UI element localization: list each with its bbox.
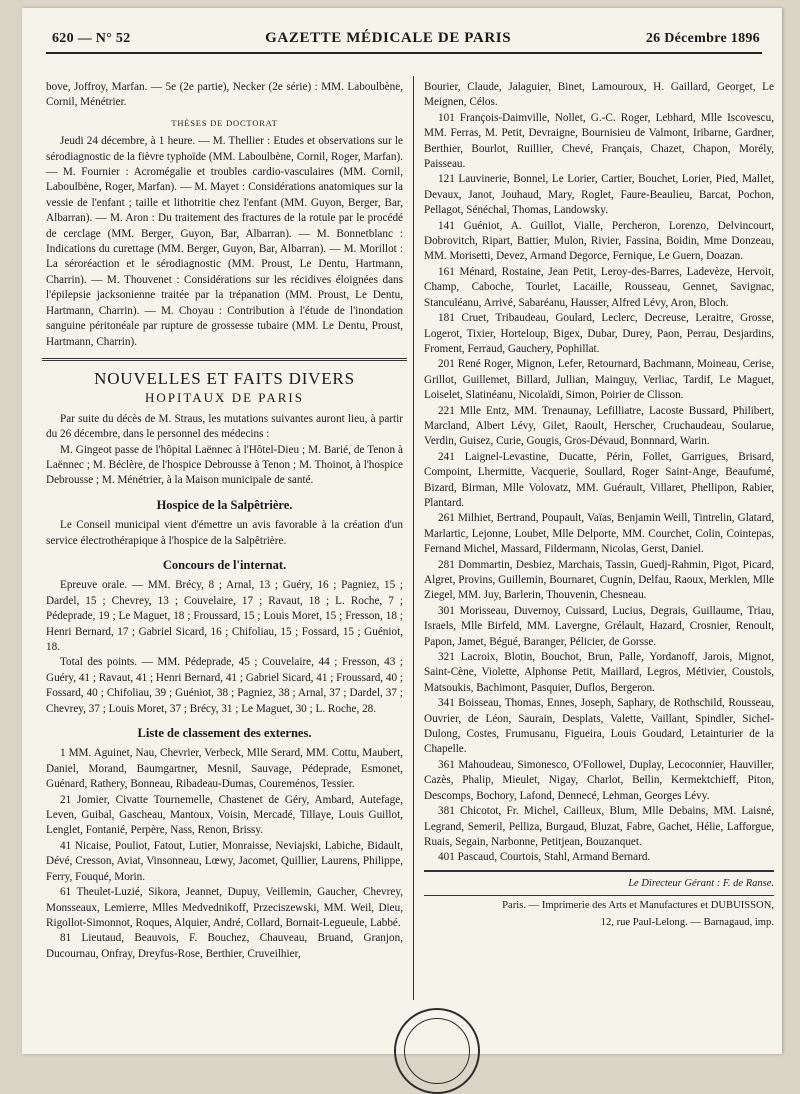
list-item: 81 Lieutaud, Beauvois, F. Bouchez, Chauveau, Bruand, Granjon, Ducournau, Onfray, Dreyfus-Rose, Berthier, Cruveilhier, bbox=[46, 932, 403, 960]
salpetriere-heading: Hospice de la Salpêtrière. bbox=[156, 497, 293, 512]
list-item: 341 Boisseau, Thomas, Ennes, Joseph, Saphary, de Rothschild, Rousseau, Ouvrier, de Léon, Saurain, Desplats, Valette, Vaillant, Spindler, Sichel-Dulong, Costes, Frumusanu, Figueira, Louis Goudard, Letainturier de la Chapelle. bbox=[424, 697, 774, 756]
list-item: 41 Nicaise, Pouliot, Fatout, Lutier, Monraisse, Neviajski, Labiche, Bidault, Dévé, Cresson, Aviat, Vinsonneau, Lœwy, Jacomet, Quillier, Laurens, Philippe, Ferry, Fouqué, Morin. bbox=[46, 839, 403, 883]
intro-text: bove, Joffroy, Marfan. — 5e (2e partie), Necker (2e série) : MM. Laboulbène, Cornil, Ménétrier. bbox=[46, 81, 403, 109]
nouvelles-heading: NOUVELLES ET FAITS DIVERS bbox=[94, 368, 355, 388]
list-item: 381 Chicotot, Fr. Michel, Cailleux, Blum, Mlle Debains, MM. Laisné, Legrand, Semeril, Pelliza, Burgaud, Bluzat, Fabre, Gachet, Hélie, Lafforgue, Ruais, Segain, Narbonne, Petitjean, Bouzanquet. bbox=[424, 805, 774, 848]
list-item: Bourier, Claude, Jalaguier, Binet, Lamouroux, H. Gaillard, Georget, Le Meignen, Célos. bbox=[424, 81, 774, 109]
list-item: 221 Mlle Entz, MM. Trenaunay, Lefilliatre, Lacoste Bussard, Philibert, Marcland, Albert Lévy, Gilet, Raoult, Herscher, Cruchaudeau, Soularue, Verdin, Guisez, Curie, Gougis, Gros-Dévaud, Bonnnard, Warin. bbox=[424, 404, 774, 448]
hopitaux-paragraph-1: Par suite du décès de M. Straus, les mutations suivantes auront lieu, à partir du 26 décembre, dans le personnel des médecins : bbox=[46, 412, 403, 441]
hopitaux-heading: HOPITAUX DE PARIS bbox=[145, 390, 304, 406]
concours-paragraph-1: Epreuve orale. — MM. Brécy, 8 ; Arnal, 13 ; Guéry, 16 ; Pagniez, 15 ; Dardel, 15 ; Chevrey, 13 ; Couvelaire, 17 ; Ravaut, 18 ; L. Roche, 7 ; Pédeprade, 19 ; Le Maguet, 18 ; Froussard, 15 ; Louis Moret, 15 ; Fresson, 18 ; Henri Bernard, 17 ; Gabriel Sicard, 16 ; Chifoliau, 15 ; Fossard, 15 ; Guéniot, 18. bbox=[46, 579, 403, 653]
list-item: 181 Cruet, Tribaudeau, Goulard, Leclerc, Decreuse, Leraitre, Grosse, Logerot, Tixier, Horteloup, Bigex, Dubar, Durey, Paon, Perrau, Desjardins, Froment, Ferraud, Gauchery, Pophillat. bbox=[424, 312, 774, 355]
imprint-line-2: 12, rue Paul-Lelong. — Barnagaud, imp. bbox=[600, 917, 774, 929]
list-item: 241 Laignel-Levastine, Ducatte, Périn, Follet, Garrigues, Brisard, Compoint, Lhermitte, Vacquerie, Soullard, Roger Saint-Ange, Beaufumé, Bizard, Birman, Mlle Volovatz, MM. Guérault, Villaret, Phellipon, Rabier, Plantard. bbox=[424, 450, 774, 509]
imprint-line-1: Paris. — Imprimerie des Arts et Manufactures et DUBUISSON, bbox=[502, 900, 774, 912]
list-item: 61 Theulet-Luzié, Sikora, Jeannet, Dupuy, Veillemin, Gaucher, Chevrey, Monsseaux, Lemierre, Mlles Medvednikoff, Przeciszewski, MM. Weil, Dieu, Rigollot-Simonnot, Roques, Alquier, André, Collard, Bornait-Legueule, Labbé. bbox=[46, 886, 403, 929]
section-rule bbox=[42, 358, 407, 361]
list-item: 361 Mahoudeau, Simonesco, O'Followel, Duplay, Lecoconnier, Hauviller, Cazès, Phalip, Mieulet, Nigay, Charlot, Bellin, Kermektchieff, Piton, Descomps, Bochory, Lafond, Dennecé, Lehman, Georges Lévy. bbox=[424, 758, 774, 802]
column-divider bbox=[413, 76, 414, 1000]
list-item: 121 Lauvinerie, Bonnel, Le Lorier, Cartier, Bouchet, Lorier, Pied, Mallet, Devaux, Janot, Jouhaud, Mary, Roglet, Faure-Beaulieu, Barcat, Pochon, Pellagot, Sénéchal, Thomas, Landowsky. bbox=[424, 173, 774, 217]
list-item: 1 MM. Aguinet, Nau, Chevrier, Verbeck, Mlle Serard, MM. Cottu, Maubert, Daniel, Morand, Baumgartner, Mesnil, Sauvage, Pédeprade, Esmonet, Guénard, Rathery, Bonneau, Ribadeau-Dumas, Coureménos, Tessier. bbox=[46, 747, 403, 791]
concours-paragraph-2: Total des points. — MM. Pédeprade, 45 ; Couvelaire, 44 ; Fresson, 43 ; Guéry, 41 ; Ravaut, 41 ; Henri Bernard, 41 ; Gabriel Sicard, 41 ; Froussard, 40 ; Fossard, 40 ; Chifoliau, 39 ; Guéniot, 38 ; Pagniez, 38 ; Arnal, 37 ; Dardel, 37 ; Chevrey, 37 ; Louis Moret, 37 ; Brécy, 31 ; Le Maguet, 30 ; L. Roche, 28. bbox=[46, 656, 403, 715]
right-column bbox=[424, 80, 774, 930]
left-column bbox=[46, 80, 403, 962]
hopitaux-paragraph-2: M. Gingeot passe de l'hôpital Laënnec à l'Hôtel-Dieu ; M. Barié, de Tenon à Laënnec ; M. Béclère, de l'hospice Debrousse à Tenon ; M. Thoinot, à l'hospice Debrousse ; M. Ménétrier, à la Maison municipale de santé. bbox=[46, 443, 403, 487]
newspaper-page bbox=[22, 8, 782, 1054]
list-item: 101 François-Daimville, Nollet, G.-C. Roger, Lebhard, Mlle Iscovescu, MM. Ferras, M. Petit, Devraigne, Bournisieu de Valmont, Iribarne, Gardner, Berthier, Bourlot, Ruillier, Chevé, Français, Chazet, Chapon, Morély, Paisseau. bbox=[424, 111, 774, 171]
list-item: 301 Morisseau, Duvernoy, Cuissard, Lucius, Degrais, Guillaume, Triau, Israels, Mlle Birfeld, MM. Lavergne, Grélault, Hazard, Crosnier, Renoult, Papon, Jamet, Bégué, Baranger, Pélicier, de Gorsse. bbox=[424, 604, 774, 648]
list-item: 141 Guéniot, A. Guillot, Vialle, Percheron, Lorenzo, Delvincourt, Dobrovitch, Ripart, Battier, Mulon, Rivier, Fassina, Boidin, Mme Donzeau, MM. Morisetti, Devez, Armand Degorce, Fernique, Le Guern, Doazan. bbox=[424, 219, 774, 263]
list-item: 161 Ménard, Rostaine, Jean Petit, Leroy-des-Barres, Ladevèze, Hervoit, Champ, Caboche, Tourlet, Lacaille, Rousseau, Gennet, Savignac, Stanculéanu, Arrivé, Sabaréanu, Hausser, Alfred Lévy, Aron, Bloch. bbox=[424, 265, 774, 309]
list-item: 401 Pascaud, Courtois, Stahl, Armand Bernard. bbox=[438, 851, 651, 864]
list-item: 281 Dommartin, Desbiez, Marchais, Tassin, Guedj-Rahmin, Pigot, Picard, Algret, Provins, Guillemin, Bournaret, Cugnin, Delfau, Raoux, Merklen, Mlle Ziegel, MM. Juy, Barlerin, Thouvenin, Chesneau. bbox=[424, 558, 774, 602]
salpetriere-paragraph: Le Conseil municipal vient d'émettre un avis favorable à la création d'un service électrothérapique à l'hospice de la Salpêtrière. bbox=[46, 519, 403, 547]
theses-heading: THÈSES DE DOCTORAT bbox=[171, 117, 278, 128]
journal-title: GAZETTE MÉDICALE DE PARIS bbox=[265, 30, 512, 46]
director-signature: Le Directeur Gérant : F. de Ranse. bbox=[424, 870, 774, 891]
page-header bbox=[52, 30, 760, 52]
header-rule bbox=[46, 52, 762, 54]
concours-heading: Concours de l'internat. bbox=[162, 557, 287, 572]
page-number: 620 — N° 52 bbox=[52, 31, 131, 46]
liste-heading: Liste de classement des externes. bbox=[137, 726, 312, 741]
issue-date: 26 Décembre 1896 bbox=[645, 31, 760, 46]
list-item: 261 Milhiet, Bertrand, Poupault, Vaïas, Benjamin Weill, Tintrelin, Glatard, Marlartic, Lejonne, Loubet, Mlle Delporte, MM. Courchet, Colin, Cointepas, Fernand Michel, Massard, Fildermann, Nicolas, Gerst, Daniel. bbox=[424, 512, 774, 556]
theses-text: Jeudi 24 décembre, à 1 heure. — M. Thellier : Etudes et observations sur le sérodiagnostic de la fièvre typhoïde (MM. Laboulbène, Cornil, Roger, Marfan). — M. Fournier : Acromégalie et troubles cardio-vasculaires (MM. Cornil, Laboulbène, Roger, Marfan). — M. Mayet : Considérations anatomiques sur la vessie de l'enfant ; taille et lithotritie chez l'enfant (MM. Guyon, Berger, Bar, Albarran). — M. Aron : Du traitement des fractures de la rotule par le procédé de cerclage (MM. Berger, Guyon, Bar, Albarran). — M. Bonnetblanc : Indications du curettage (MM. Berger, Guyon, Bar, Albarran). — M. Morillot : La séroréaction et le sérodiagnostic (MM. Proust, Le Dentu, Hartmann, Charrin). — M. Thouvenet : Considérations sur les récidives éloignées dans l'épilepsie jacksonienne traitée par la trépanation (MM. Proust, Le Dentu, Hartmann, Charrin). — M. Choyau : Contribution à l'étude de l'inondation sanguine péritonéale par rupture de grossesse tubaire (MM. Le Dentu, Proust, Hartmann, Charrin). bbox=[46, 135, 403, 348]
library-stamp bbox=[394, 1008, 480, 1094]
list-item: 201 René Roger, Mignon, Lefer, Retournard, Bachmann, Moineau, Cerise, Grillot, Guillemet, Billard, Jullian, Mainguy, Verliac, Tardif, Le Maguet, Loiselet, Slatinéanu, Nicolaïdi, Simon, Poirier de Clisson. bbox=[424, 358, 774, 402]
list-item: 21 Jomier, Civatte Tournemelle, Chastenet de Géry, Ambard, Autefage, Leven, Guibal, Gascheau, Mantoux, Voisin, Mercadé, Tillaye, Louis Guillot, Lenglet, Fontanié, Perpère, Nass, Renon, Brissy. bbox=[46, 793, 403, 837]
imprint-rule bbox=[424, 895, 774, 896]
list-item: 321 Lacroix, Blotin, Bouchot, Brun, Palle, Yordanoff, Jarois, Mignot, Saint-Cène, Violette, Alphonse Petit, Maillard, Legros, Métivier, Coustols, Matsoukis, Bachimont, Pasquier, Duflos, Bergeron. bbox=[424, 651, 774, 694]
